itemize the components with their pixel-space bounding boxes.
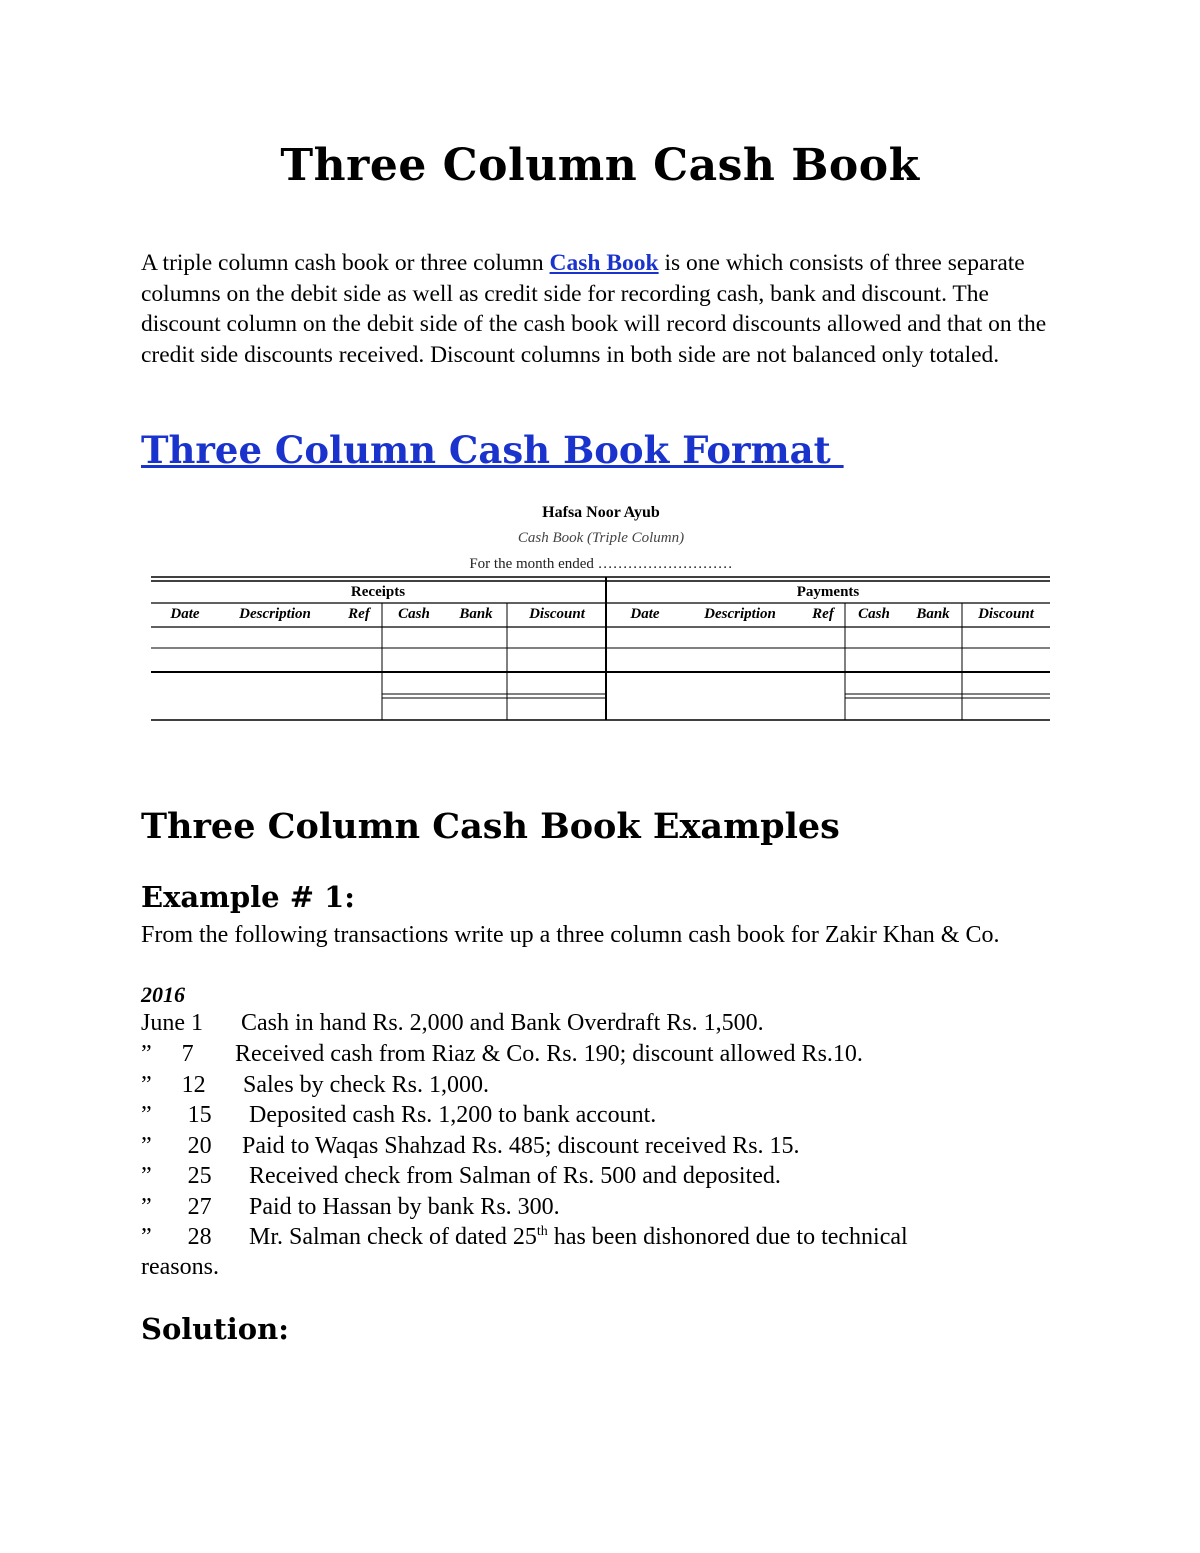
payment-col-date: Date <box>630 606 660 622</box>
cash-book-template <box>150 500 1052 725</box>
transaction-text: Paid to Waqas Shahzad Rs. 485; discount received Rs. 15. <box>242 1133 800 1159</box>
example-1-intro: From the following transactions write up a three column cash book for Zakir Khan & Co. <box>141 922 1000 948</box>
transaction-date: ” 7 <box>141 1041 194 1067</box>
transaction-row <box>141 1224 908 1251</box>
transaction-date: June 1 <box>141 1010 203 1036</box>
payments-header: Payments <box>796 584 860 600</box>
transaction-row <box>141 1102 656 1129</box>
payment-col-discount: Discount <box>978 606 1034 622</box>
solution-heading: Solution: <box>141 1312 289 1346</box>
intro-text-start: A triple column cash book or three column <box>141 250 550 276</box>
transaction-row <box>141 1072 489 1099</box>
receipt-col-discount: Discount <box>529 606 585 622</box>
transaction-text: Sales by check Rs. 1,000. <box>243 1072 489 1098</box>
receipts-header: Receipts <box>350 584 406 600</box>
payment-col-cash: Cash <box>858 606 890 622</box>
page-title: Three Column Cash Book <box>280 140 920 191</box>
format-heading-link[interactable]: Three Column Cash Book Format <box>141 428 844 472</box>
payment-col-description: Description <box>704 606 776 622</box>
transaction-continuation: reasons. <box>141 1254 219 1280</box>
intro-paragraph <box>141 248 1061 370</box>
transaction-text: Mr. Salman check of dated 25 <box>249 1224 537 1250</box>
transaction-date: ” 20 <box>141 1133 212 1159</box>
receipt-col-description: Description <box>239 606 311 622</box>
transaction-row <box>141 1194 560 1221</box>
template-subtitle: Cash Book (Triple Column) <box>517 530 685 546</box>
receipt-col-bank: Bank <box>459 606 493 622</box>
transaction-text-continued: has been dishonored due to technical <box>547 1224 908 1250</box>
transaction-date: ” 15 <box>141 1102 212 1128</box>
transaction-text: Received check from Salman of Rs. 500 and deposited. <box>249 1163 781 1189</box>
ordinal-suffix: th <box>536 1224 548 1239</box>
transaction-row <box>141 1010 764 1037</box>
template-period: For the month ended ……………………… <box>469 556 733 572</box>
transaction-text: Cash in hand Rs. 2,000 and Bank Overdraft Rs. 1,500. <box>241 1010 764 1036</box>
transaction-text: Deposited cash Rs. 1,200 to bank account. <box>249 1102 657 1128</box>
examples-heading: Three Column Cash Book Examples <box>141 806 840 847</box>
transaction-row <box>141 1041 863 1068</box>
payment-col-ref: Ref <box>812 606 834 622</box>
example-year: 2016 <box>141 982 185 1007</box>
transaction-row <box>141 1133 800 1160</box>
transaction-date: ” 27 <box>141 1194 212 1220</box>
transaction-text: Paid to Hassan by bank Rs. 300. <box>249 1194 560 1220</box>
intro-text-end: is one which consists of three separate columns on the debit side as well as credit side for recording cash, bank and discount. The discount column on the debit side of the cash book will record discounts allowed and that on the credit side discounts received. Discount columns in both side are not balanced only totaled. <box>141 250 1047 368</box>
transaction-row <box>141 1163 781 1190</box>
transaction-date: ” 28 <box>141 1224 212 1250</box>
transaction-date: ” 12 <box>141 1072 206 1098</box>
transaction-text: Received cash from Riaz & Co. Rs. 190; discount allowed Rs.10. <box>235 1041 863 1067</box>
transaction-date: ” 25 <box>141 1163 212 1189</box>
example-1-heading: Example # 1: <box>141 880 355 914</box>
receipt-col-ref: Ref <box>348 606 370 622</box>
receipt-col-date: Date <box>170 606 200 622</box>
cash-book-link[interactable]: Cash Book <box>549 250 659 276</box>
template-owner: Hafsa Noor Ayub <box>542 504 660 521</box>
receipt-col-cash: Cash <box>398 606 430 622</box>
payment-col-bank: Bank <box>916 606 950 622</box>
